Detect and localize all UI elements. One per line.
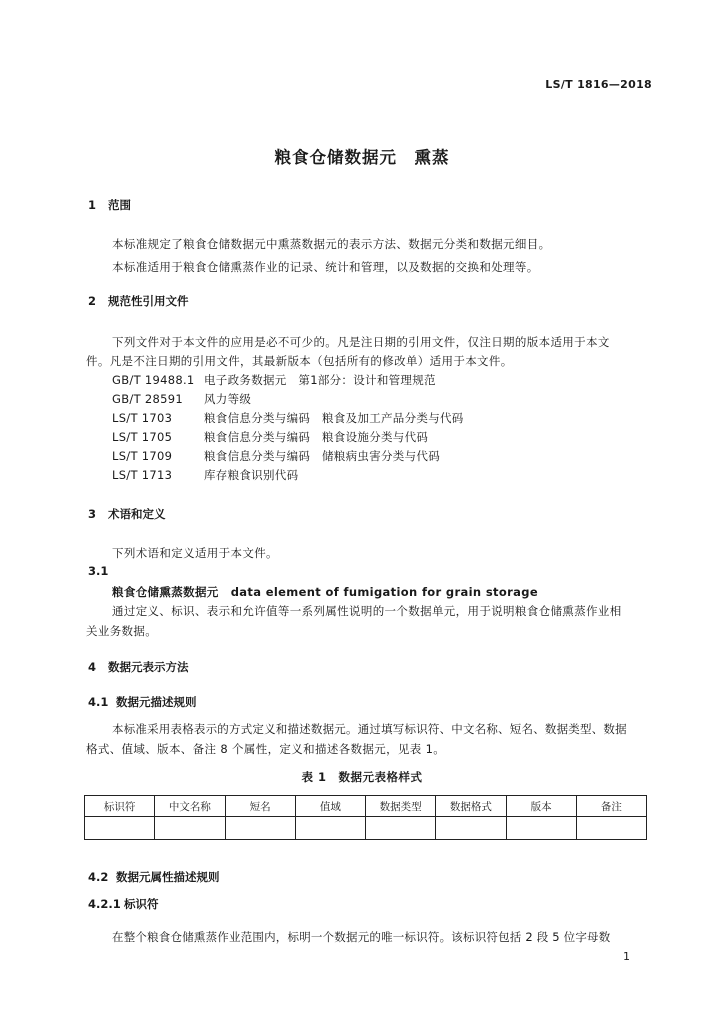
table-header-row [85,796,647,817]
table-header-cell: 数据类型 [366,796,436,817]
section-title: 范围 [108,198,131,212]
reference-item [112,429,428,445]
subsection-number: 3.1 [88,564,109,578]
subsection-4-1-heading [88,694,197,710]
table-header-cell: 版本 [506,796,576,817]
paragraph: 件。凡是不注日期的引用文件，其最新版本（包括所有的修改单）适用于本文件。 [86,354,513,368]
term-entry [112,584,538,600]
reference-title: 粮食信息分类与编码 粮食及加工产品分类与代码 [204,411,464,425]
table-header-cell: 数据格式 [436,796,506,817]
section-number: 4.2.1 [88,897,121,911]
page-number: 1 [623,950,630,963]
section-title: 标识符 [124,897,159,911]
section-number: 3 [88,507,97,521]
paragraph: 本标准适用于粮食仓储熏蒸作业的记录、统计和管理，以及数据的交换和处理等。 [112,260,539,274]
table-cell [85,817,155,840]
reference-code: LS/T 1713 [112,468,173,482]
table-cell [366,817,436,840]
reference-title: 电子政务数据元 第1部分：设计和管理规范 [204,373,436,387]
paragraph: 在整个粮食仓储熏蒸作业范围内，标明一个数据元的唯一标识符。该标识符包括 2 段 5 位字母数 [112,930,611,944]
reference-title: 库存粮食识别代码 [204,468,299,482]
section-title: 术语和定义 [108,507,166,521]
table-cell [436,817,506,840]
reference-title: 风力等级 [204,392,252,406]
table-cell [155,817,225,840]
section-3-heading [88,506,166,522]
subsection-4-2-1-heading [88,896,159,912]
term-chinese: 粮食仓储熏蒸数据元 [112,585,219,599]
subsection-4-2-heading [88,869,220,885]
table-cell [506,817,576,840]
section-1-heading [88,197,131,213]
section-number: 4.1 [88,695,109,709]
reference-code: LS/T 1705 [112,430,173,444]
paragraph: 格式、值域、版本、备注 8 个属性，定义和描述各数据元，见表 1。 [86,742,446,756]
section-number: 4 [88,660,97,674]
reference-item [112,372,436,388]
table-cell [295,817,365,840]
paragraph: 下列术语和定义适用于本文件。 [112,546,278,560]
paragraph: 本标准规定了粮食仓储数据元中熏蒸数据元的表示方法、数据元分类和数据元细目。 [112,237,551,251]
standard-code: LS/T 1816—2018 [545,78,652,91]
table-caption: 表 1 数据元表格样式 [301,770,423,784]
reference-item [112,410,464,426]
reference-item [112,448,440,464]
table-cell [576,817,646,840]
table-header-cell: 短名 [225,796,295,817]
section-title: 数据元属性描述规则 [116,870,220,884]
table-header-cell: 标识符 [85,796,155,817]
section-number: 2 [88,294,97,308]
reference-code: LS/T 1703 [112,411,173,425]
document-title: 粮食仓储数据元 熏蒸 [274,148,450,167]
reference-item [112,391,251,407]
table-row [85,817,647,840]
reference-item [112,467,298,483]
reference-title: 粮食信息分类与编码 储粮病虫害分类与代码 [204,449,440,463]
reference-code: GB/T 28591 [112,392,183,406]
paragraph: 下列文件对于本文件的应用是必不可少的。凡是注日期的引用文件，仅注日期的版本适用于本文 [112,335,610,349]
table-cell [225,817,295,840]
table-header-cell: 中文名称 [155,796,225,817]
section-title: 规范性引用文件 [108,294,189,308]
section-4-heading [88,659,189,675]
section-title: 数据元表示方法 [108,660,189,674]
data-element-format-table [84,795,647,840]
section-2-heading [88,293,189,309]
paragraph: 本标准采用表格表示的方式定义和描述数据元。通过填写标识符、中文名称、短名、数据类型、数据 [112,722,627,736]
term-definition: 通过定义、标识、表示和允许值等一系列属性说明的一个数据单元，用于说明粮食仓储熏蒸作业相 [112,604,622,618]
term-english: data element of fumigation for grain storage [230,585,538,599]
reference-title: 粮食信息分类与编码 粮食设施分类与代码 [204,430,429,444]
reference-code: GB/T 19488.1 [112,373,195,387]
reference-code: LS/T 1709 [112,449,173,463]
table-header-cell: 值域 [295,796,365,817]
section-title: 数据元描述规则 [116,695,197,709]
section-number: 4.2 [88,870,109,884]
table-header-cell: 备注 [576,796,646,817]
term-definition: 关业务数据。 [86,624,158,638]
section-number: 1 [88,198,97,212]
